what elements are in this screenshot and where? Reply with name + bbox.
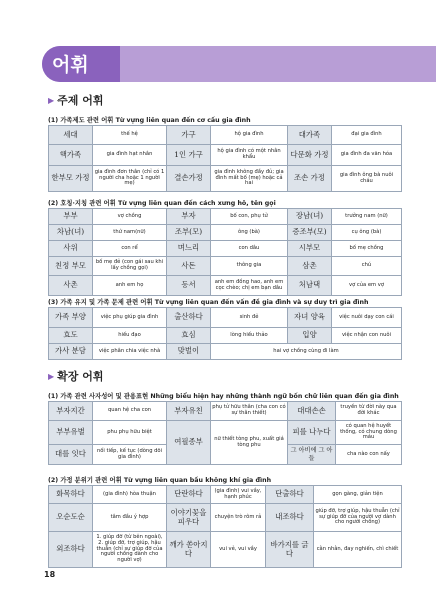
vietnamese-meaning: giúp đỡ, trợ giúp, hậu thuẫn (chỉ sự giúp đỡ của người vợ dành cho người chồng) xyxy=(314,504,402,532)
vietnamese-meaning: hộ gia đình có một nhân khẩu xyxy=(211,145,288,166)
vietnamese-meaning: gia đình không đầy đủ; gia đình mất bố (mẹ) hoặc cả hai xyxy=(211,166,288,192)
vietnamese-meaning: quan hệ cha con xyxy=(93,402,167,421)
page-title: 어휘 xyxy=(52,54,89,76)
section-title-text: 주제 어휘 xyxy=(57,94,104,107)
vietnamese-meaning: anh em đồng hao, anh em cọc chèo; chị em bạn dâu xyxy=(211,276,288,296)
vietnamese-meaning: tâm đầu ý hợp xyxy=(93,504,167,532)
vietnamese-meaning: vui vẻ, vui vầy xyxy=(211,532,266,568)
table-row xyxy=(49,486,402,504)
vietnamese-meaning: bố con, phụ tử xyxy=(211,209,288,225)
vocab-table-atmosphere xyxy=(48,485,402,568)
table-row xyxy=(49,126,402,145)
vietnamese-meaning: trưởng nam (nữ) xyxy=(332,209,402,225)
vietnamese-meaning: con rể xyxy=(93,241,167,257)
korean-term: 친정 부모 xyxy=(49,257,93,276)
vocab-table-family-structure xyxy=(48,125,402,192)
korean-term: 그 아비에 그 아들 xyxy=(288,445,336,465)
korean-term: 1인 가구 xyxy=(167,145,211,166)
korean-term: 부자유친 xyxy=(167,402,211,421)
korean-term: 단출하다 xyxy=(266,486,314,504)
vietnamese-meaning: nối tiếp, kế tục (dòng dõi gia đình) xyxy=(93,445,167,465)
vietnamese-meaning: truyền từ đời này qua đời khác xyxy=(336,402,402,421)
vietnamese-meaning: hiếu đạo xyxy=(93,328,167,344)
subsection-title: (2) 호칭·지칭 관련 어휘 Từ vựng liên quan đến cách xưng hô, tên gọi xyxy=(48,200,276,207)
korean-term: 부자 xyxy=(167,209,211,225)
vietnamese-meaning: thứ nam(nữ) xyxy=(93,225,167,241)
subsection-title: (3) 가족 유지 및 가족 문제 관련 어휘 Từ vựng liên quan đến vấn đề gia đình và sự duy trì gia đình xyxy=(48,299,369,306)
korean-term: 가족 부양 xyxy=(49,308,93,328)
section-title-text: 확장 어휘 xyxy=(57,370,104,383)
vietnamese-meaning: đại gia đình xyxy=(332,126,402,145)
vietnamese-meaning: phu phụ hữu biệt xyxy=(93,421,167,445)
korean-term: 차남(녀) xyxy=(49,225,93,241)
triangle-bullet-icon: ▶ xyxy=(48,372,55,381)
korean-term: 조손 가정 xyxy=(288,166,332,192)
vietnamese-meaning: vợ chồng xyxy=(93,209,167,225)
vietnamese-meaning: bố mẹ đẻ (con gái sau khi lấy chồng gọi) xyxy=(93,257,167,276)
korean-term: 시부모 xyxy=(288,241,332,257)
table-row xyxy=(49,402,402,421)
vietnamese-meaning: cụ ông (bà) xyxy=(332,225,402,241)
vietnamese-meaning: phụ tử hữu thân (cha con có sự thân thiết) xyxy=(211,402,288,421)
korean-term: 사위 xyxy=(49,241,93,257)
korean-term: 부자지간 xyxy=(49,402,93,421)
korean-term: 핵가족 xyxy=(49,145,93,166)
vietnamese-meaning: gia đình ông bà nuôi cháu xyxy=(332,166,402,192)
korean-term: 피를 나누다 xyxy=(288,421,336,445)
table-row xyxy=(49,328,402,344)
table-row xyxy=(49,257,402,276)
vietnamese-meaning: anh em họ xyxy=(93,276,167,296)
vietnamese-meaning: con dâu xyxy=(211,241,288,257)
vocab-table-idioms xyxy=(48,401,402,465)
table-row xyxy=(49,344,402,360)
korean-term: 자녀 양육 xyxy=(288,308,332,328)
vietnamese-meaning: vợ của em vợ xyxy=(332,276,402,296)
korean-term: 단란하다 xyxy=(167,486,211,504)
header-band xyxy=(42,46,436,82)
korean-term: 한부모 가정 xyxy=(49,166,93,192)
vietnamese-meaning: thông gia xyxy=(211,257,288,276)
korean-term: 사돈 xyxy=(167,257,211,276)
vietnamese-meaning: việc nhận con nuôi xyxy=(332,328,402,344)
vocab-table-family-issues xyxy=(48,307,402,360)
vietnamese-meaning: gia đình đơn thân (chỉ có 1 người cha hoặc 1 người mẹ) xyxy=(93,166,167,192)
korean-term: 출산하다 xyxy=(167,308,211,328)
korean-term: 깨가 쏟아지다 xyxy=(167,532,211,568)
table-row xyxy=(49,241,402,257)
subsection-title: (1) 가족 관련 사자성어 및 관용표현 Những biểu hiện hay những thành ngữ bốn chữ liên quan đến gia đình xyxy=(48,393,399,400)
table-row xyxy=(49,421,402,445)
table-row xyxy=(49,166,402,192)
vocab-table-address-terms xyxy=(48,208,402,296)
vietnamese-meaning: 1. giúp đỡ (từ bên ngoài), 2. giúp đỡ, trợ giúp, hậu thuẫn (chỉ sự giúp đỡ của người chồng dành cho người vợ) xyxy=(93,532,167,568)
korean-term: 다문화 가정 xyxy=(288,145,332,166)
triangle-bullet-icon: ▶ xyxy=(48,96,55,105)
korean-term: 동서 xyxy=(167,276,211,296)
korean-term: 증조부(모) xyxy=(288,225,332,241)
subsection-title: (2) 가정 분위기 관련 어휘 Từ vựng liên quan bầu không khí gia đình xyxy=(48,477,272,484)
vietnamese-meaning: lòng hiếu thảo xyxy=(211,328,288,344)
vietnamese-meaning: (gia đình) hòa thuận xyxy=(93,486,167,504)
korean-term: 입양 xyxy=(288,328,332,344)
vietnamese-meaning: bố mẹ chồng xyxy=(332,241,402,257)
korean-term: 바가지를 긁다 xyxy=(266,532,314,568)
korean-term: 대를 잇다 xyxy=(49,445,93,465)
korean-term: 대대손손 xyxy=(288,402,336,421)
korean-term: 효심 xyxy=(167,328,211,344)
vietnamese-meaning: hộ gia đình xyxy=(211,126,288,145)
korean-term: 삼촌 xyxy=(288,257,332,276)
korean-term: 가사 분담 xyxy=(49,344,93,360)
korean-term: 외조하다 xyxy=(49,532,93,568)
korean-term: 가구 xyxy=(167,126,211,145)
table-row xyxy=(49,145,402,166)
korean-term: 처남댁 xyxy=(288,276,332,296)
vietnamese-meaning: gọn gàng, giản tiện xyxy=(314,486,402,504)
vietnamese-meaning: chú xyxy=(332,257,402,276)
korean-term: 오순도순 xyxy=(49,504,93,532)
vietnamese-meaning: ông (bà) xyxy=(211,225,288,241)
korean-term: 여필종부 xyxy=(167,421,211,465)
korean-term: 맞벌이 xyxy=(167,344,211,360)
vietnamese-meaning: việc nuôi dạy con cái xyxy=(332,308,402,328)
table-row xyxy=(49,504,402,532)
korean-term: 결손가정 xyxy=(167,166,211,192)
vietnamese-meaning: chuyện trò rôm rả xyxy=(211,504,266,532)
vietnamese-meaning: gia đình hạt nhân xyxy=(93,145,167,166)
vietnamese-meaning: việc phụ giúp gia đình xyxy=(93,308,167,328)
korean-term: 부부유별 xyxy=(49,421,93,445)
korean-term: 내조하다 xyxy=(266,504,314,532)
vietnamese-meaning: nữ thiết tòng phu, xuất giá tòng phu xyxy=(211,421,288,465)
korean-term: 대가족 xyxy=(288,126,332,145)
korean-term: 장남(녀) xyxy=(288,209,332,225)
table-row xyxy=(49,308,402,328)
vietnamese-meaning: việc phân chia việc nhà xyxy=(93,344,167,360)
vietnamese-meaning: cha nào con nấy xyxy=(336,445,402,465)
korean-term: 사촌 xyxy=(49,276,93,296)
section-title-topic xyxy=(48,92,104,108)
vietnamese-meaning: hai vợ chồng cùng đi làm xyxy=(211,344,402,360)
table-row xyxy=(49,209,402,225)
korean-term: 부부 xyxy=(49,209,93,225)
vietnamese-meaning: (gia đình) vui vầy, hạnh phúc xyxy=(211,486,266,504)
korean-term: 며느리 xyxy=(167,241,211,257)
table-row xyxy=(49,532,402,568)
table-row xyxy=(49,225,402,241)
korean-term: 조부(모) xyxy=(167,225,211,241)
section-title-extended xyxy=(48,368,104,384)
vietnamese-meaning: cằn nhằn, đay nghiến, chì chiết xyxy=(314,532,402,568)
table-row xyxy=(49,276,402,296)
korean-term: 화목하다 xyxy=(49,486,93,504)
vietnamese-meaning: sinh đẻ xyxy=(211,308,288,328)
page-number: 18 xyxy=(44,570,56,579)
vietnamese-meaning: gia đình đa văn hóa xyxy=(332,145,402,166)
korean-term: 세대 xyxy=(49,126,93,145)
korean-term: 이야기꽃을 피우다 xyxy=(167,504,211,532)
korean-term: 효도 xyxy=(49,328,93,344)
subsection-title: (1) 가족제도 관련 어휘 Từ vựng liên quan đến cơ cấu gia đình xyxy=(48,117,251,124)
vietnamese-meaning: thế hệ xyxy=(93,126,167,145)
vietnamese-meaning: có quan hệ huyết thống, có chung dòng máu xyxy=(336,421,402,445)
